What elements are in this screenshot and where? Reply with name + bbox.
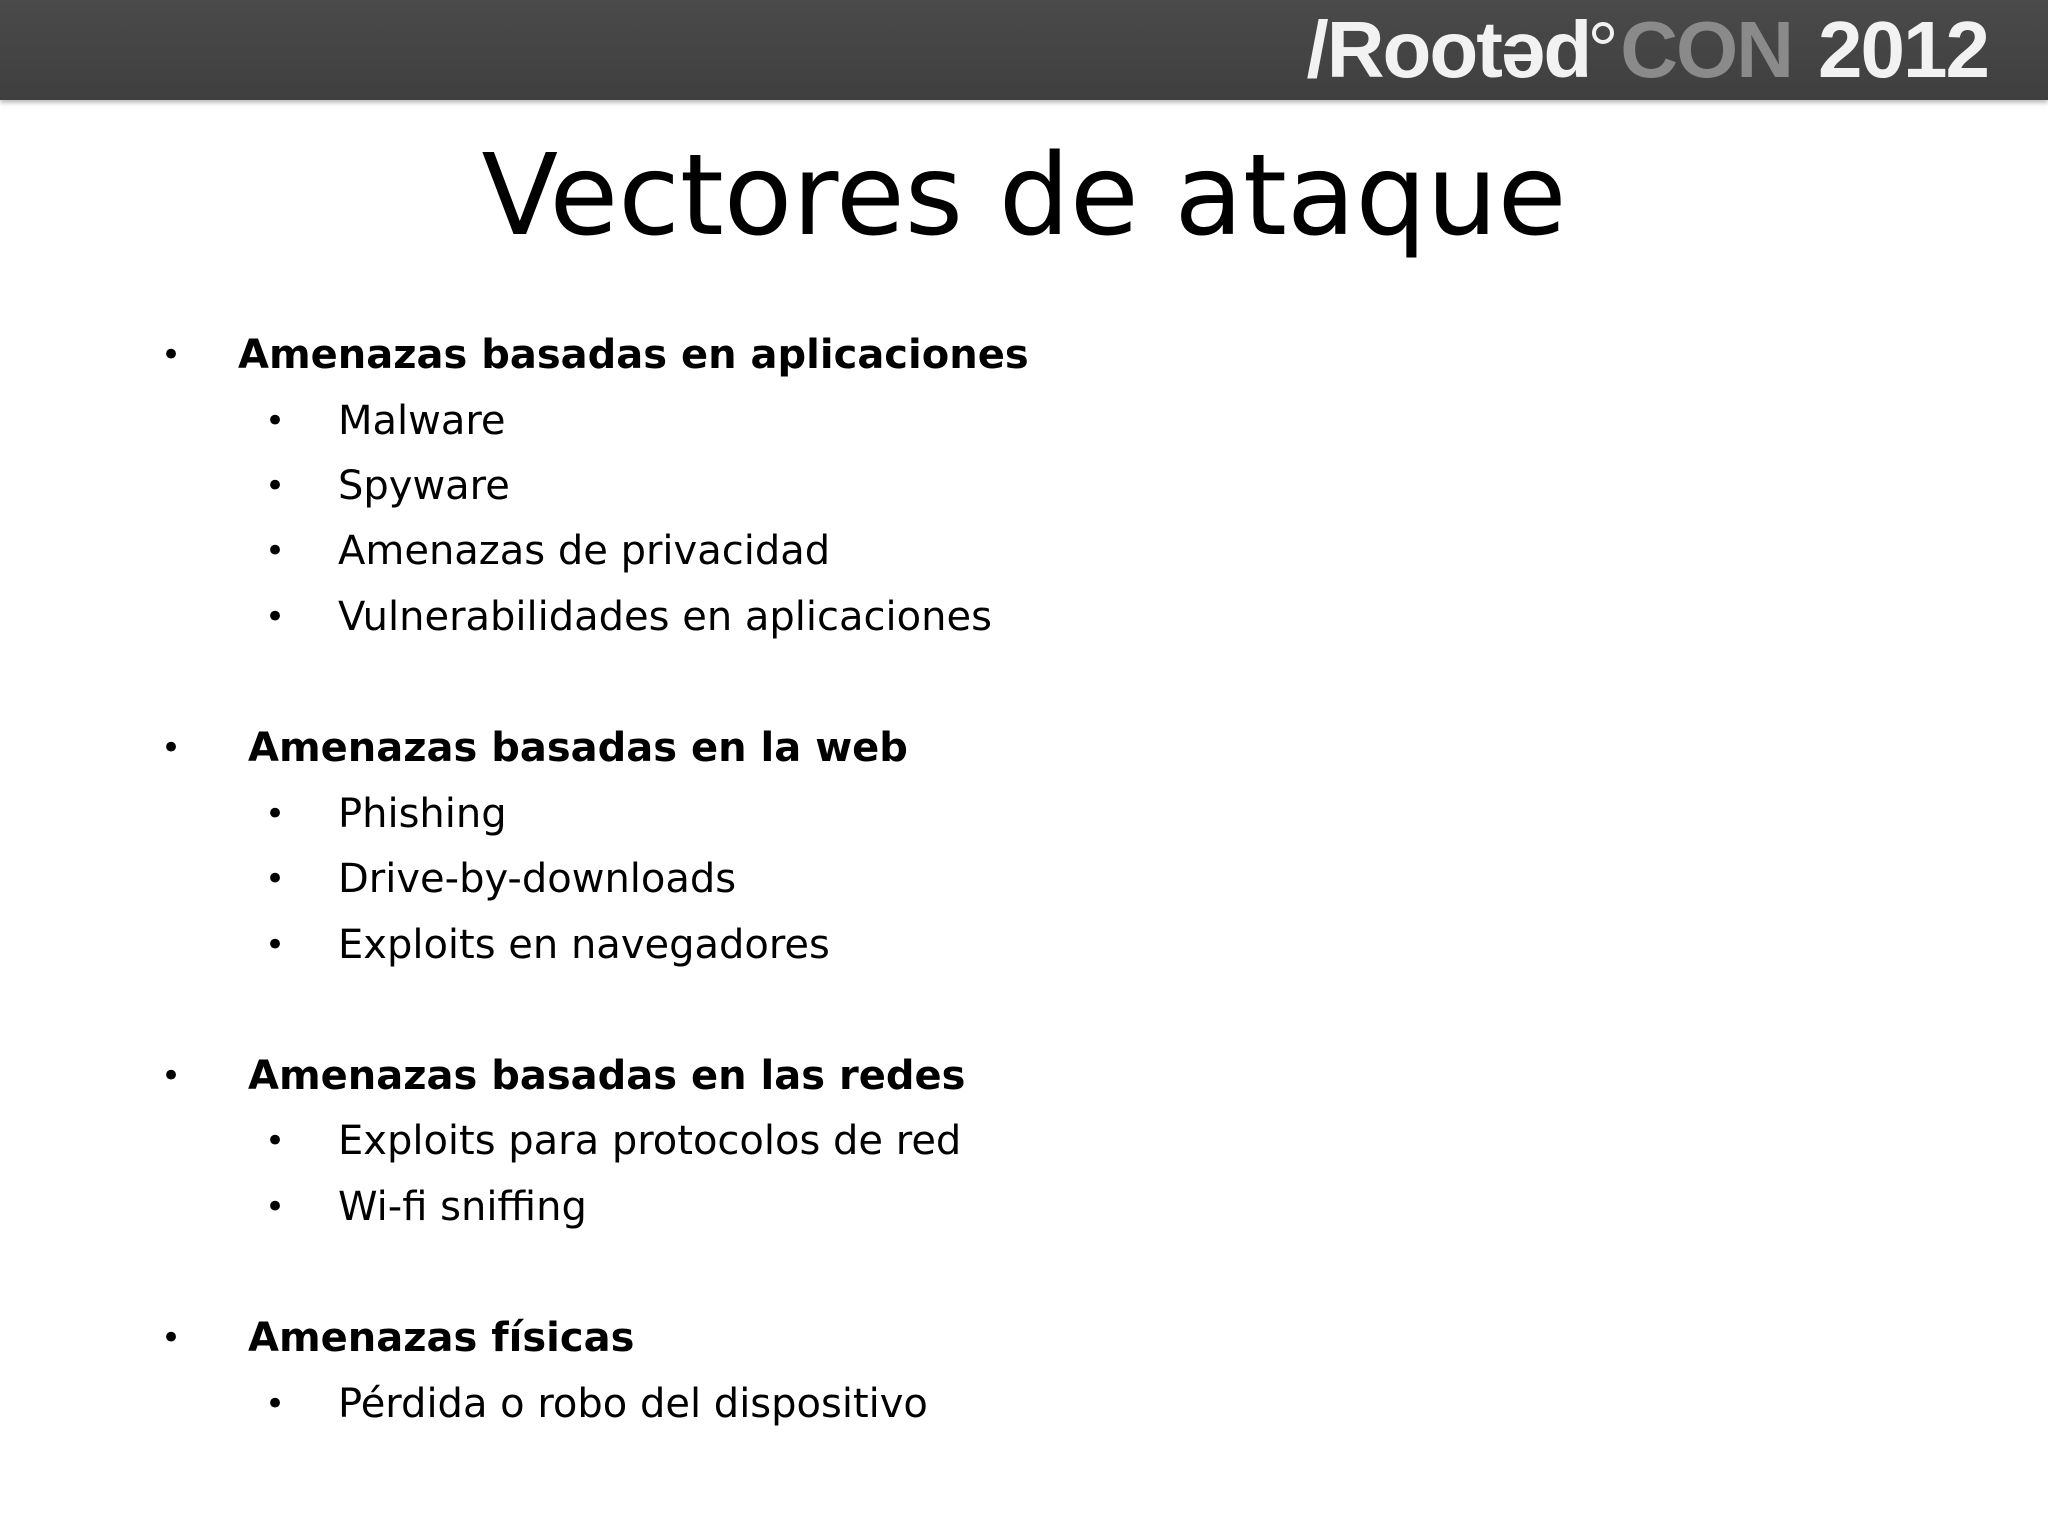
bullet-icon: • (265, 531, 286, 571)
list-item-text: Vulnerabilidades en aplicaciones (338, 594, 992, 640)
bullet-icon: • (265, 1187, 286, 1227)
list-item-text: Drive-by-downloads (338, 856, 737, 902)
list-item-text: Malware (338, 398, 506, 444)
list-item-text: Phishing (338, 791, 507, 837)
bullet-icon: • (265, 859, 286, 899)
bullet-icon: • (161, 728, 182, 768)
list-item-text: Exploits para protocolos de red (338, 1118, 962, 1164)
list-item-text: Exploits en navegadores (338, 922, 830, 968)
bullet-icon: • (265, 794, 286, 834)
bullet-icon: • (265, 401, 286, 441)
list-item-text: Pérdida o robo del dispositivo (338, 1381, 928, 1427)
bullet-icon: • (265, 1121, 286, 1161)
section-heading: Amenazas físicas (248, 1315, 635, 1361)
list-item-text: Amenazas de privacidad (338, 528, 831, 574)
list-item-text: Wi-fi sniffing (338, 1184, 587, 1230)
bullet-icon: • (265, 925, 286, 965)
bullet-icon: • (161, 1318, 182, 1358)
bullet-icon: • (265, 597, 286, 637)
bullet-icon: • (161, 335, 182, 375)
logo-year-text: 2012 (1818, 5, 1988, 94)
section-heading: Amenazas basadas en las redes (248, 1053, 966, 1099)
bullet-icon: • (161, 1056, 182, 1096)
bullet-icon: • (265, 466, 286, 506)
logo-rooted-text: /Rootəd (1306, 5, 1591, 94)
bullet-icon: • (265, 1384, 286, 1424)
section-heading: Amenazas basadas en aplicaciones (238, 332, 1029, 378)
slide-title: Vectores de ataque (481, 131, 1567, 261)
list-item-text: Spyware (338, 463, 510, 509)
section-heading: Amenazas basadas en la web (248, 725, 908, 771)
logo-con-text: CON (1620, 5, 1793, 94)
